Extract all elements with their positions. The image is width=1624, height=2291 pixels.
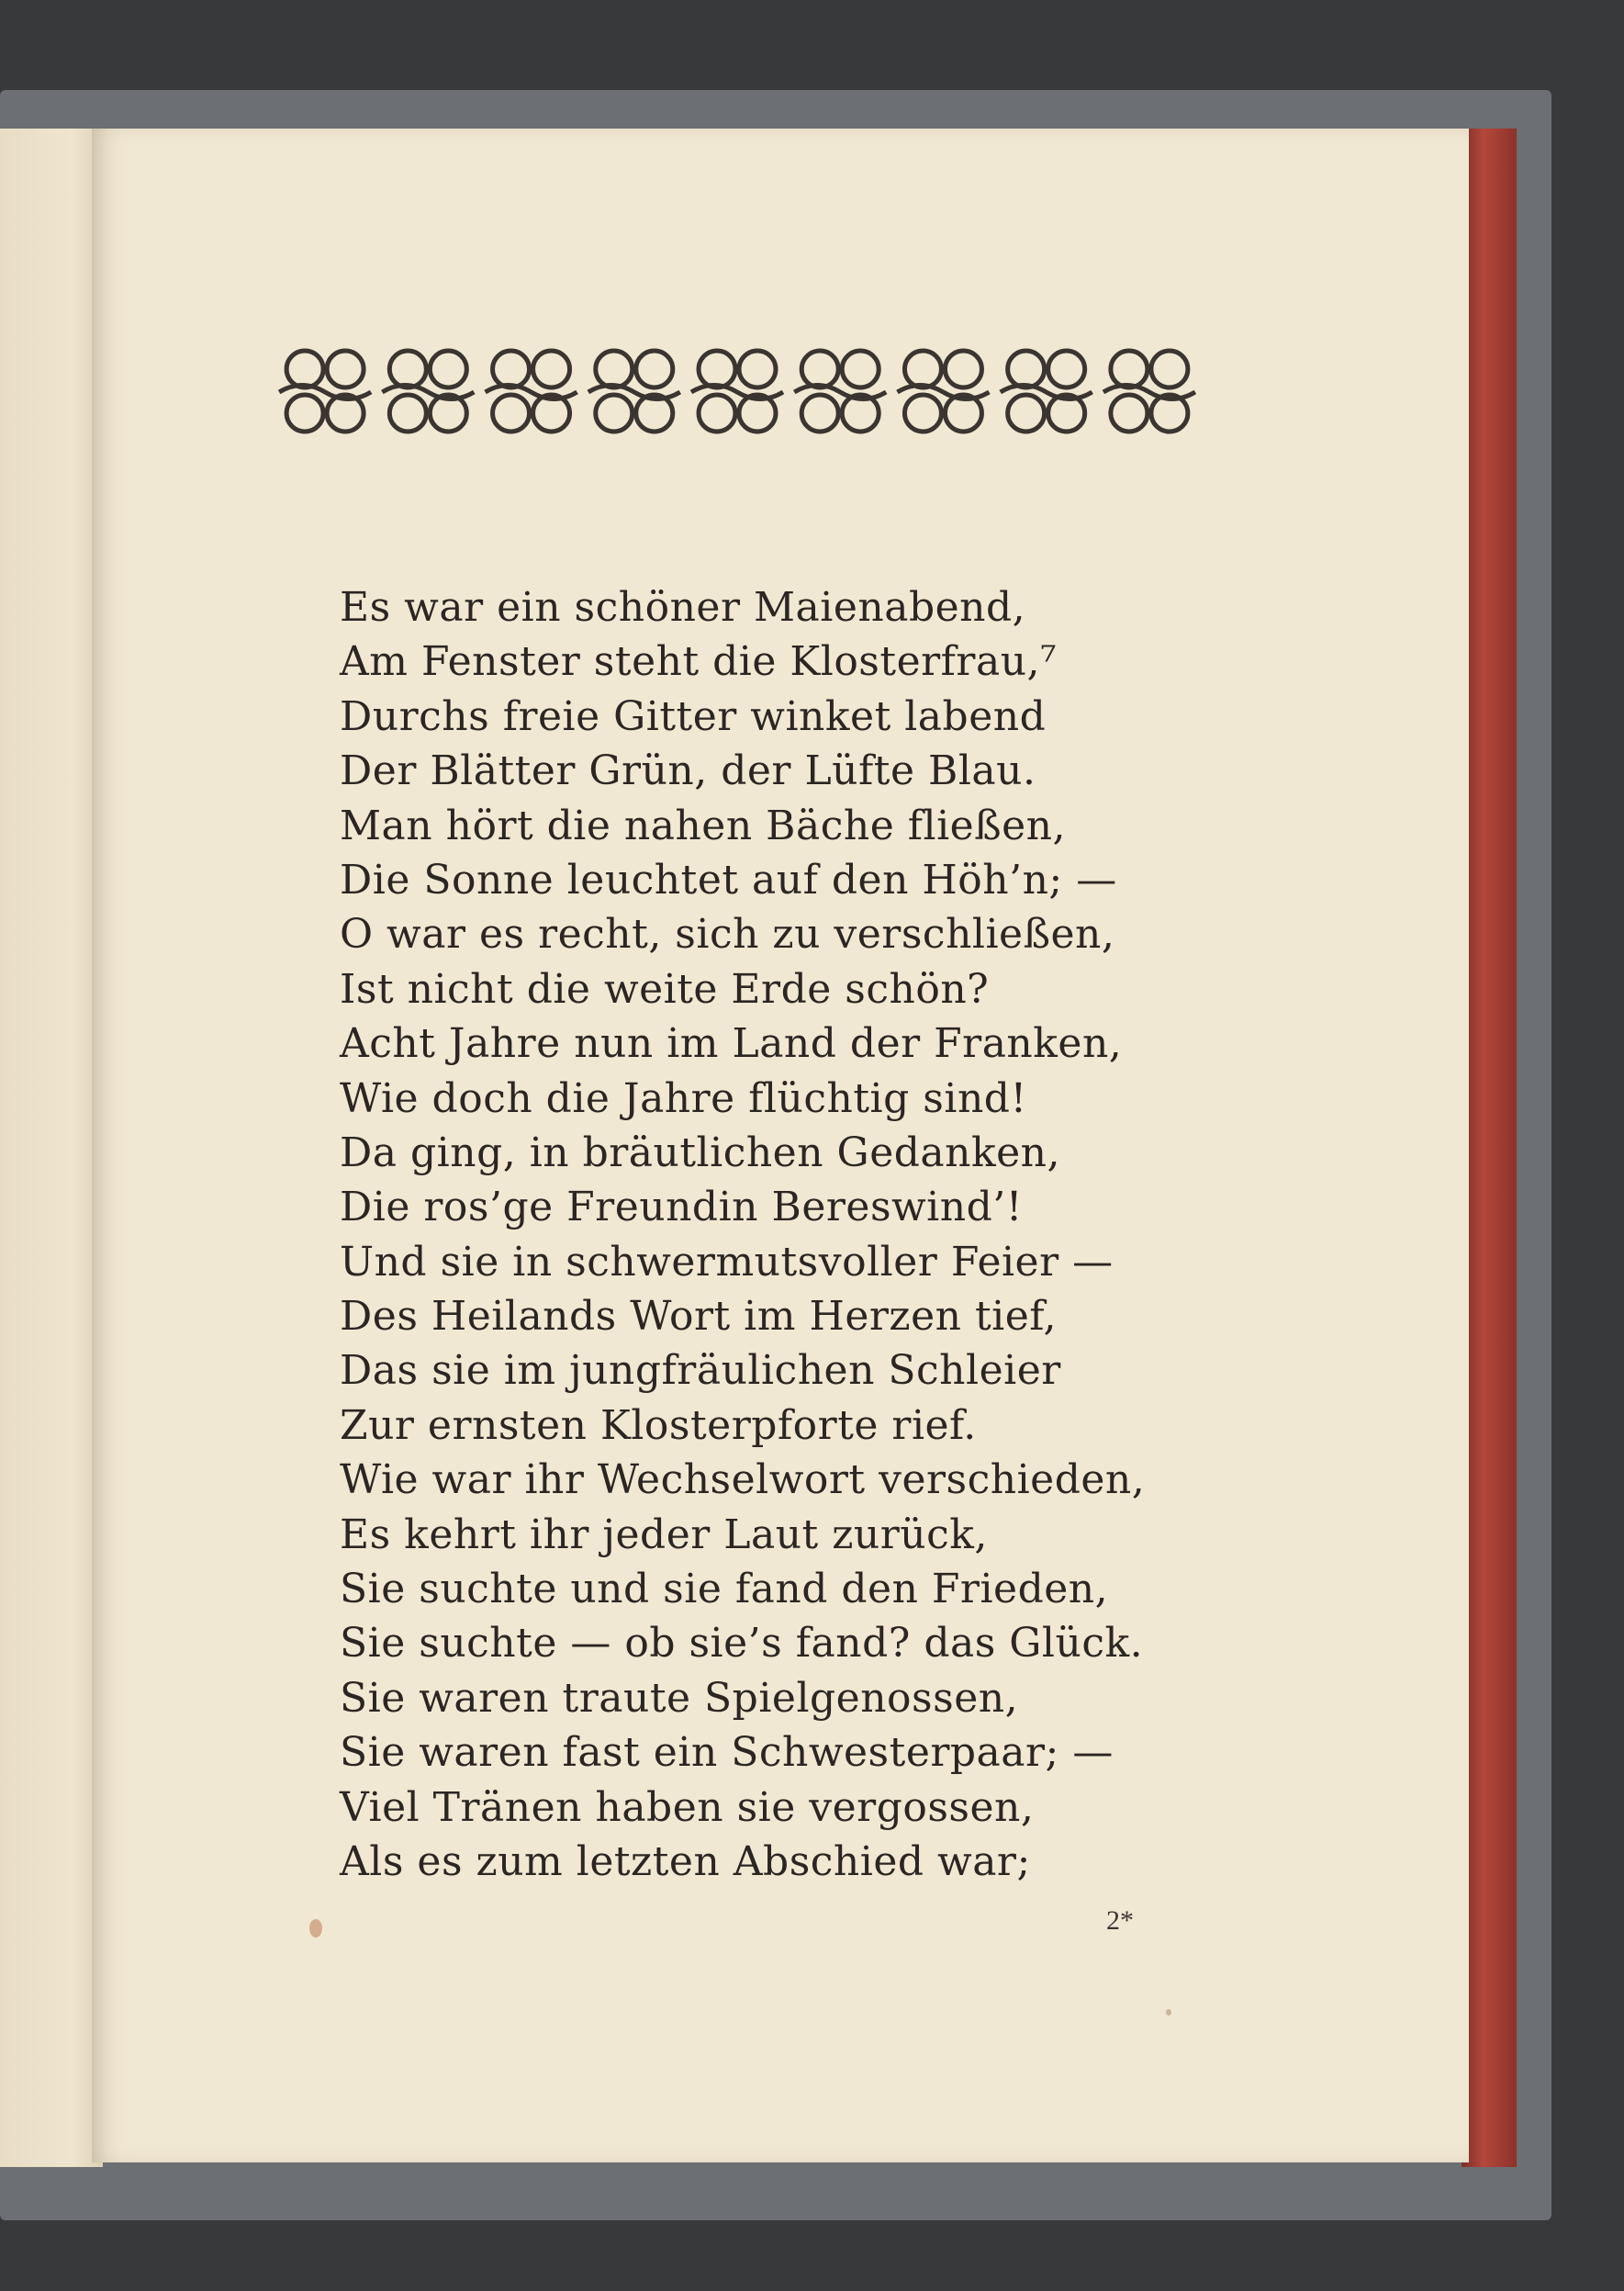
paper-stain (1166, 2009, 1171, 2016)
poem-line: Ist nicht die weite Erde schön? (340, 965, 990, 1013)
poem-line: Es war ein schöner Maienabend, (340, 584, 1026, 631)
poem-line: Wie war ihr Wechselwort verschieden, (340, 1456, 1146, 1504)
poem-line: Wie doch die Jahre flüchtig sind! (340, 1074, 1027, 1122)
poem-line: Des Heilands Wort im Herzen tief, (340, 1293, 1057, 1341)
clover-motif (897, 351, 989, 432)
poem-line: Als es zum letzten Abschied war; (340, 1837, 1031, 1885)
poem-line: Sie suchte — ob sie’s fand? das Glück. (340, 1620, 1144, 1668)
poem-line: Und sie in schwermutsvoller Feier — (340, 1238, 1114, 1286)
clover-motif (1103, 351, 1195, 432)
poem-line: Der Blätter Grün, der Lüfte Blau. (340, 747, 1036, 795)
poem-line: Acht Jahre nun im Land der Franken, (340, 1020, 1123, 1068)
page-number: 2* (1106, 1905, 1134, 1936)
poem-line: Sie waren traute Spielgenossen, (340, 1674, 1019, 1722)
clover-motif (279, 351, 371, 432)
poem-line: Viel Tränen haben sie vergossen, (340, 1783, 1035, 1831)
clover-motif (794, 351, 886, 432)
poem-line: Sie waren fast ein Schwesterpaar; — (340, 1729, 1114, 1777)
clover-motif (382, 351, 474, 432)
poem-line: Da ging, in bräutlichen Gedanken, (340, 1129, 1060, 1176)
poem-line: Man hört die nahen Bäche fließen, (340, 802, 1066, 849)
poem-line: Sie suchte und sie fand den Frieden, (340, 1566, 1109, 1613)
clover-chain-ornament (274, 342, 1201, 443)
poem-line: O war es recht, sich zu verschließen, (340, 911, 1115, 959)
clover-motif (691, 351, 783, 432)
paper-stain (309, 1919, 322, 1937)
poem-line: Die ros’ge Freundin Bereswind’! (340, 1184, 1023, 1231)
page-edge (1462, 129, 1517, 2167)
poem-line: Das sie im jungfräulichen Schleier (340, 1347, 1061, 1395)
poem-line: Die Sonne leuchtet auf den Höh’n; — (340, 856, 1117, 904)
poem-line: Durchs freie Gitter winket labend (340, 692, 1047, 740)
poem-line: Es kehrt ihr jeder Laut zurück, (340, 1510, 988, 1558)
clover-motif (588, 351, 680, 432)
poem-line: Am Fenster steht die Klosterfrau,⁷ (340, 638, 1058, 686)
left-page (0, 129, 103, 2167)
clover-motif (486, 351, 577, 432)
poem-line: Zur ernsten Klosterpforte rief. (340, 1401, 977, 1449)
clover-motif (1001, 351, 1092, 432)
poem-text (340, 580, 1258, 1889)
